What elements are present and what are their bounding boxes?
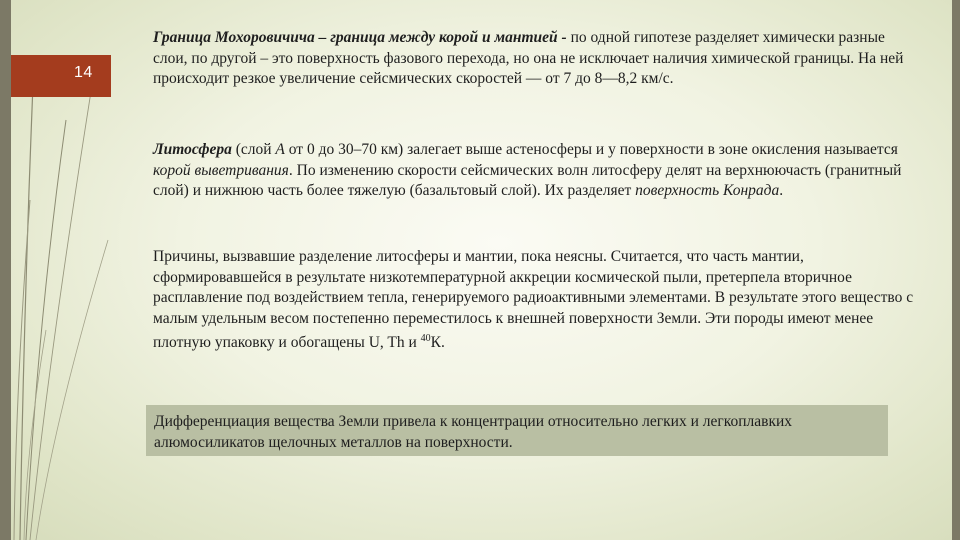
conrad-surface-term: поверхность Конрада — [635, 182, 780, 199]
slide-number: 14 — [74, 64, 93, 81]
grass-line — [24, 330, 46, 540]
lithosphere-text-a: (слой — [231, 141, 276, 158]
paragraph-lithosphere — [153, 140, 938, 202]
layer-letter: А — [275, 141, 285, 158]
grass-line — [36, 240, 108, 540]
lithosphere-text-d: . — [779, 182, 784, 199]
moho-text: по одной гипотезе разделяет химически разные слои, по другой – это поверхность фазового перехода, но она не исключает наличия химической границы. На ней происходит резкое увеличение сейсмических скоростей — от 7 до 8—8,2 км/с. — [153, 29, 904, 87]
paragraph-moho-boundary — [153, 28, 913, 90]
isotope-mass-number: 40 — [420, 333, 431, 344]
paragraph-separation-causes — [153, 247, 928, 354]
lithosphere-term: Литосфера — [153, 141, 232, 158]
right-side-bar — [952, 0, 960, 540]
weathering-crust-term: корой выветривания — [153, 161, 289, 179]
moho-term: Граница Мохоровичича – граница между корой и мантией - — [153, 29, 567, 46]
lithosphere-text-c: . По изменению скорости сейсмических волн литосферу делят на верхнюючасть (гранитный слой) и нижнюю часть более тяжелую (базальтовый слой). Их разделяет — [153, 161, 902, 199]
slide-number-badge — [11, 55, 111, 97]
grass-line — [30, 60, 96, 540]
highlight-text: Дифференциация вещества Земли привела к концентрации относительно легких и легкоплавких алюмосиликатов щелочных металлов на поверхности. — [154, 413, 793, 451]
separation-causes-text: Причины, вызвавшие разделение литосферы и мантии, пока неясны. Считается, что часть мантии, сформировавшейся в результате низкотемпературной аккреции космической пыли, претерпела вторичное расплавление под воздействием тепла, генерируемого радиоактивными элементами. В результате этого вещество с малым удельным весом постепенно переместилось к внешней поверхности Земли. Эти породы имеют менее плотную упаковку и обогащены U, Th и — [153, 248, 914, 352]
isotope-symbol: К. — [430, 334, 445, 352]
grass-line — [20, 60, 34, 540]
lithosphere-text-b: от 0 до 30–70 км) залегает выше астеносферы и у поверхности в зоне окисления называется — [284, 141, 898, 158]
grass-line — [14, 200, 30, 540]
